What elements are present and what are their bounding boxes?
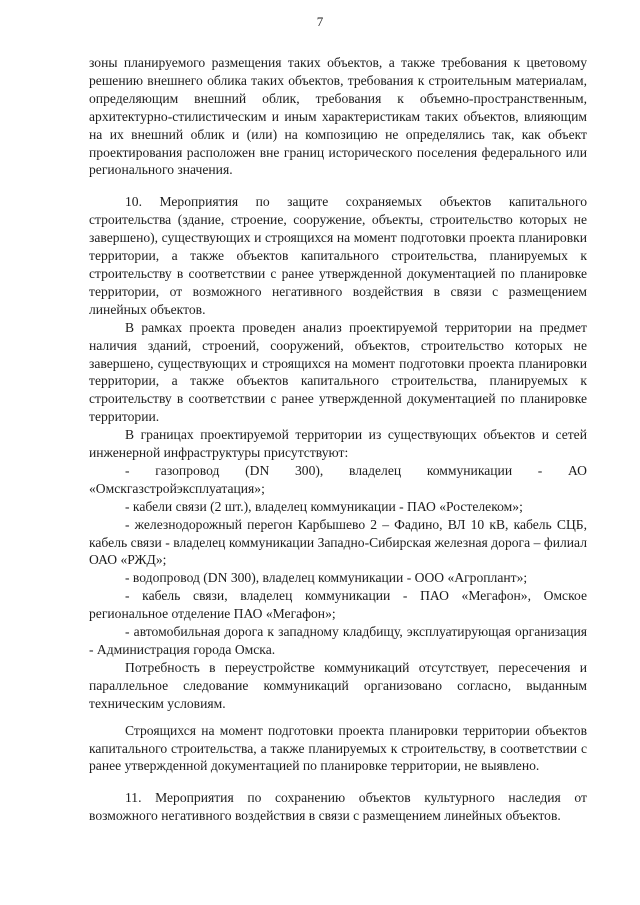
paragraph-no-planned-objects: Строящихся на момент подготовки проекта планировки территории объектов капитального строительства, а также планируемых к строительству, в соответствии с ранее утвержденной документацией по планировке территории, не выявлено. (89, 722, 587, 774)
document-body (89, 54, 587, 825)
paragraph-no-relocation: Потребность в переустройстве коммуникаций отсутствует, пересечения и параллельное следование коммуникаций организовано согласно, выданным техническим условиям. (89, 659, 587, 711)
list-item-road: - автомобильная дорога к западному кладбищу, эксплуатирующая организация - Администрация города Омска. (89, 624, 587, 657)
paragraph-analysis: В рамках проекта проведен анализ проектируемой территории на предмет наличия зданий, строений, сооружений, объектов, строительство которых не завершено, существующих и строящихся на момент подготовки проекта планировки территории, а также объектов капитального строительства, планируемых к строительству в соответствии с ранее утвержденной документацией по планировке территории. (89, 319, 587, 425)
list-item-railway: - железнодорожный перегон Карбышево 2 – Фадино, ВЛ 10 кВ, кабель СЦБ, кабель связи - владелец коммуникации Западно-Сибирская железная дорога – филиал ОАО «РЖД»; (89, 516, 587, 568)
page-number: 7 (316, 14, 324, 29)
list-item-water-pipeline: - водопровод (DN 300), владелец коммуникации - ООО «Агроплант»; (125, 570, 528, 586)
list-item-rostelecom-cables: - кабели связи (2 шт.), владелец коммуникации - ПАО «Ростелеком»; (125, 498, 523, 514)
section-10-heading: 10. Мероприятия по защите сохраняемых объектов капитального строительства (здание, строение, сооружение, объекты, строительство которых не завершено), существующих и строящихся на момент подготовки проекта планировки территории, а также объектов капитального строительства, планируемых к строительству в соответствии с ранее утвержденной документацией по планировке территории, от возможного негативного воздействия в связи с размещением линейных объектов. (89, 194, 587, 317)
list-item-gas-pipeline: - газопровод (DN 300), владелец коммуникации - АО «Омскгазстройэксплуатация»; (89, 462, 587, 496)
paragraph-intro: зоны планируемого размещения таких объектов, а также требования к цветовому решению внешнего облика таких объектов, требования к строительным материалам, определяющим внешний облик, требования к объемно-пространственным, архитектурно-стилистическим и иным характеристикам таких объектов, влияющим на их внешний облик и (или) на композицию не определялись так, как объект проектирования расположен вне границ исторического поселения федерального или регионального значения. (89, 55, 587, 178)
list-item-megafon-cable: - кабель связи, владелец коммуникации - ПАО «Мегафон», Омское региональное отделение ПАО «Мегафон»; (89, 588, 587, 622)
paragraph-infrastructure-intro: В границах проектируемой территории из существующих объектов и сетей инженерной инфраструктуры присутствуют: (89, 427, 587, 461)
section-11-heading: 11. Мероприятия по сохранению объектов культурного наследия от возможного негативного воздействия в связи с размещением линейных объектов. (89, 790, 587, 824)
